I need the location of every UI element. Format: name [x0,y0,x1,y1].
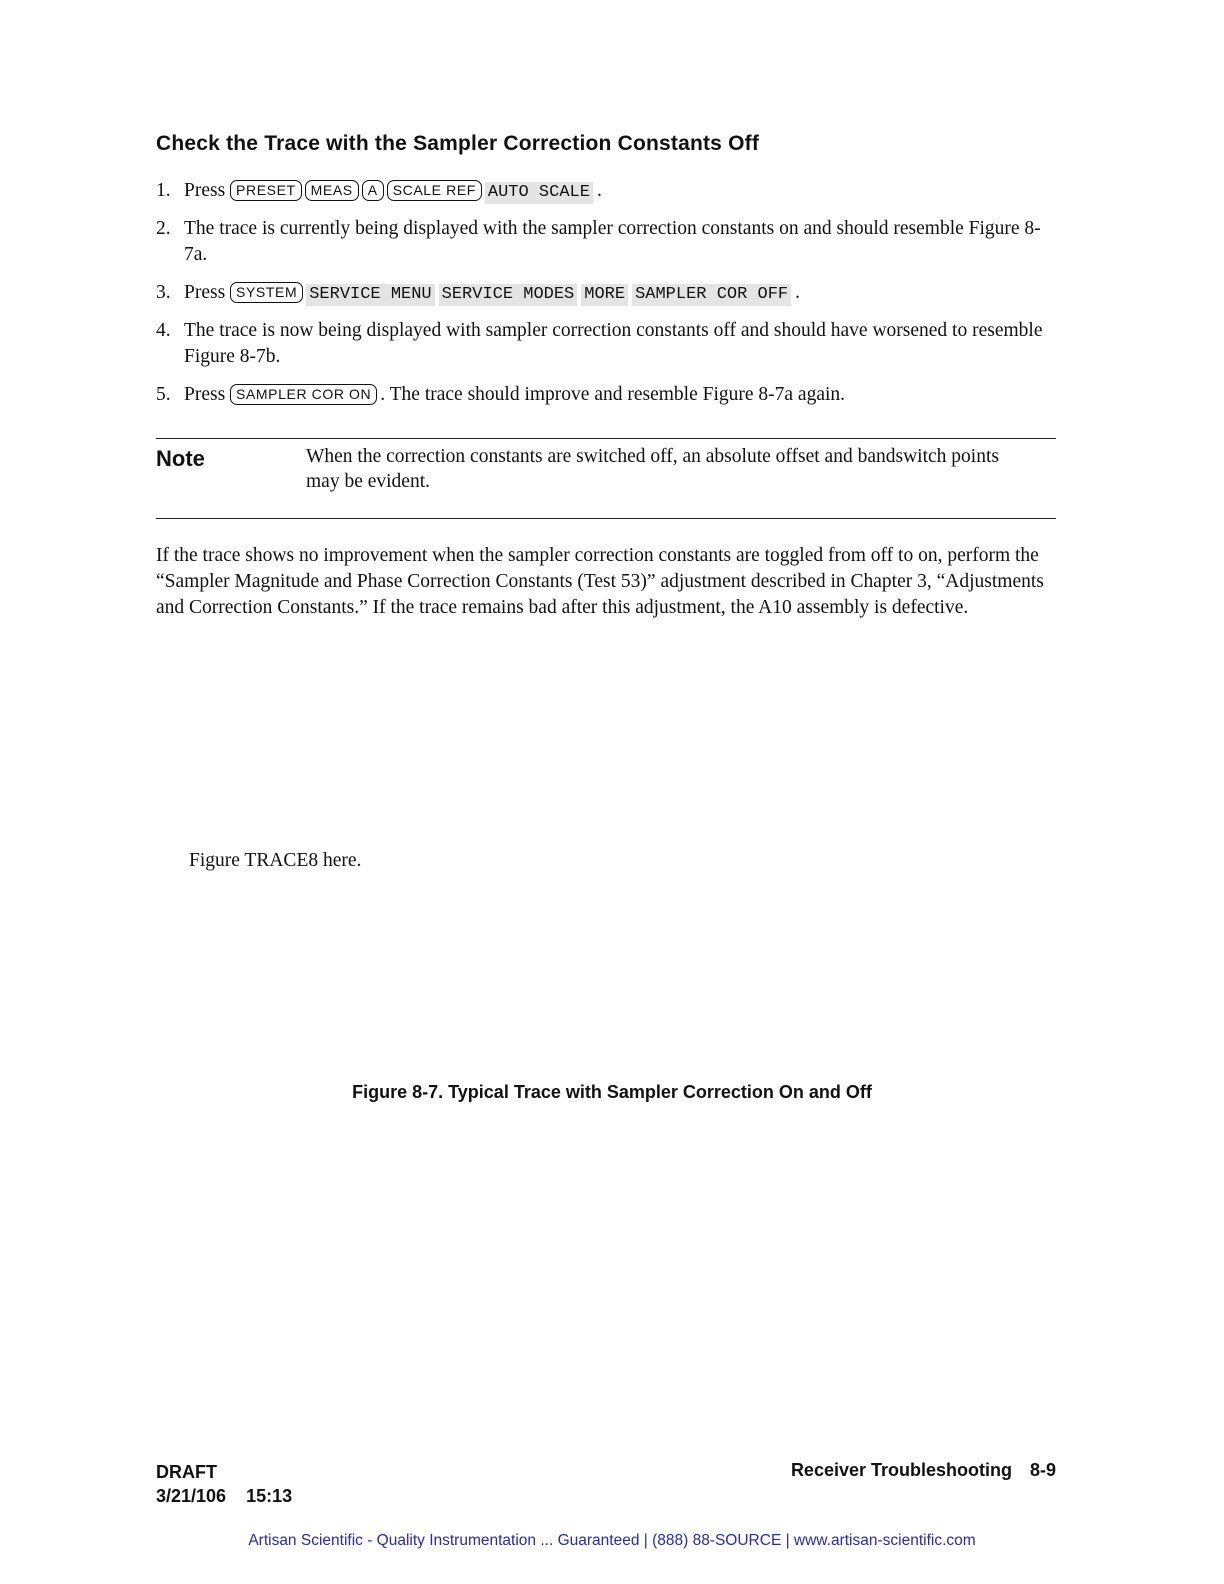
service-menu-softkey[interactable]: SERVICE MENU [306,284,434,306]
draft-date: 3/21/106 [156,1486,227,1506]
section-heading: Check the Trace with the Sampler Correction Constants Off [156,132,760,155]
draft-timestamp [156,1484,292,1508]
step-text: The trace is currently being displayed with the sampler correction constants on and should resemble Figure 8-7a. [184,218,1041,265]
draft-time: 15:13 [246,1486,293,1506]
note-bottom-rule [156,518,1056,519]
step-2 [156,216,1056,268]
system-key[interactable]: SYSTEM [230,282,303,303]
step-number: 2. [156,218,171,239]
step-number: 1. [156,180,171,201]
service-modes-softkey[interactable]: SERVICE MODES [439,284,578,306]
step-number: 3. [156,282,171,303]
more-softkey[interactable]: MORE [581,284,628,306]
meas-key[interactable]: MEAS [305,180,359,201]
sampler-cor-off-softkey[interactable]: SAMPLER COR OFF [632,284,791,306]
press-text: Press [184,282,226,303]
note-top-rule [156,438,1056,439]
step-number: 5. [156,384,171,405]
procedure-steps [156,178,1056,420]
figure-caption: Figure 8-7. Typical Trace with Sampler Correction On and Off [352,1082,872,1102]
page-number: 8-9 [1029,1460,1056,1480]
body-paragraph: If the trace shows no improvement when the sampler correction constants are toggled from off to on, perform the “Sampler Magnitude and Phase Correction Constants (Test 53)” adjustment described in Chapter 3, “Adjustments and Correction Constants.” If the trace remains bad after this adjustment, the A10 assembly is defective. [156,545,1044,618]
footer-draft-block [156,1460,292,1508]
step-end: . [795,282,800,303]
step-text: . The trace should improve and resemble Figure 8-7a again. [380,384,846,405]
note-label: Note [156,446,205,471]
vendor-banner[interactable]: Artisan Scientific - Quality Instrumentation ... Guaranteed | (888) 88-SOURCE | www.artisan-scientific.com [248,1532,976,1549]
a-key[interactable]: A [362,180,384,201]
figure-placeholder: Figure TRACE8 here. [189,850,362,871]
sampler-cor-on-key[interactable]: SAMPLER COR ON [230,384,377,405]
scale-ref-key[interactable]: SCALE REF [387,180,482,201]
step-number: 4. [156,320,171,341]
note-text: When the correction constants are switched off, an absolute offset and bandswitch points may be evident. [306,446,999,492]
step-1 [156,178,1056,204]
step-4 [156,318,1056,370]
auto-scale-softkey[interactable]: AUTO SCALE [485,182,593,204]
step-3 [156,280,1056,306]
press-text: Press [184,180,226,201]
step-end: . [596,180,602,201]
press-text: Press [184,384,226,405]
step-5 [156,382,1056,408]
step-text: The trace is now being displayed with sampler correction constants off and should have worsened to resemble Figure 8-7b. [184,320,1043,367]
draft-label: DRAFT [156,1462,217,1482]
footer-section [791,1460,1056,1481]
section-name: Receiver Troubleshooting [790,1460,1012,1480]
preset-key[interactable]: PRESET [230,180,302,201]
